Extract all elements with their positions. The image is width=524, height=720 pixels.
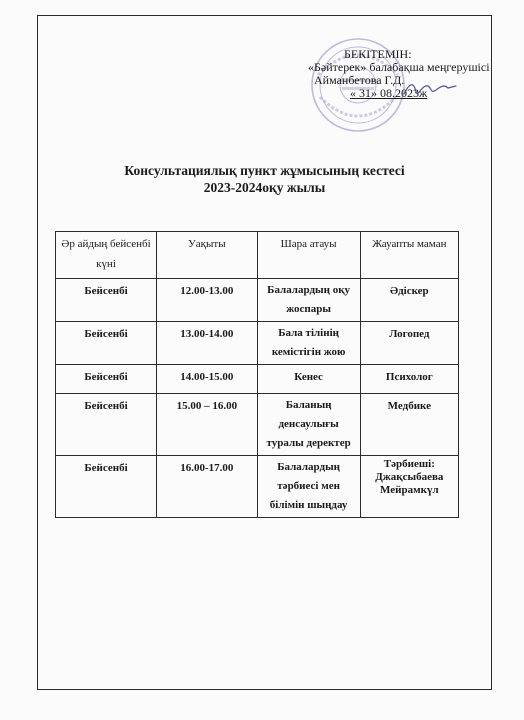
cell-event: Баланың денсаулығы туралы деректер [257, 394, 360, 456]
header-time: Уақыты [157, 232, 257, 279]
cell-responsible: Тәрбиеші: Джақсыбаева Мейрамкүл [360, 456, 458, 518]
title-line-2: 2023-2024оқу жылы [203, 180, 326, 195]
cell-event: Балалардың тәрбиесі мен білімін шыңдау [257, 456, 360, 518]
table-header-row [56, 232, 459, 279]
table-row [56, 456, 459, 518]
header-day: Әр айдың бейсенбі күні [56, 232, 157, 279]
title-line-1: Консультациялық пункт жұмысының кестесі [124, 163, 405, 178]
cell-day: Бейсенбі [56, 394, 157, 456]
table-row [56, 322, 459, 365]
cell-responsible: Медбике [360, 394, 458, 456]
approval-heading: БЕКІТЕМІН: [344, 47, 412, 61]
schedule-table [55, 231, 459, 518]
cell-time: 15.00 – 16.00 [157, 394, 257, 456]
approval-date: « 31» 08.2023ж [350, 86, 428, 100]
cell-event: Кенес [257, 365, 360, 394]
cell-time: 12.00-13.00 [157, 279, 257, 322]
cell-day: Бейсенбі [56, 279, 157, 322]
table-row [56, 365, 459, 394]
header-responsible: Жауапты маман [360, 232, 458, 279]
approval-position: «Бәйтерек» балабақша меңгерушісі [308, 60, 490, 74]
cell-day: Бейсенбі [56, 365, 157, 394]
cell-day: Бейсенбі [56, 456, 157, 518]
approval-name: Айманбетова Г.Д. [314, 73, 405, 87]
cell-responsible: Логопед [360, 322, 458, 365]
approval-block [300, 48, 490, 100]
document-title [37, 162, 492, 196]
cell-responsible: Психолог [360, 365, 458, 394]
cell-event: Балалардың оқу жоспары [257, 279, 360, 322]
table-row [56, 279, 459, 322]
cell-responsible: Әдіскер [360, 279, 458, 322]
cell-event: Бала тілінің кемістігін жою [257, 322, 360, 365]
header-event: Шара атауы [257, 232, 360, 279]
cell-time: 14.00-15.00 [157, 365, 257, 394]
table-row [56, 394, 459, 456]
cell-time: 13.00-14.00 [157, 322, 257, 365]
cell-time: 16.00-17.00 [157, 456, 257, 518]
cell-day: Бейсенбі [56, 322, 157, 365]
